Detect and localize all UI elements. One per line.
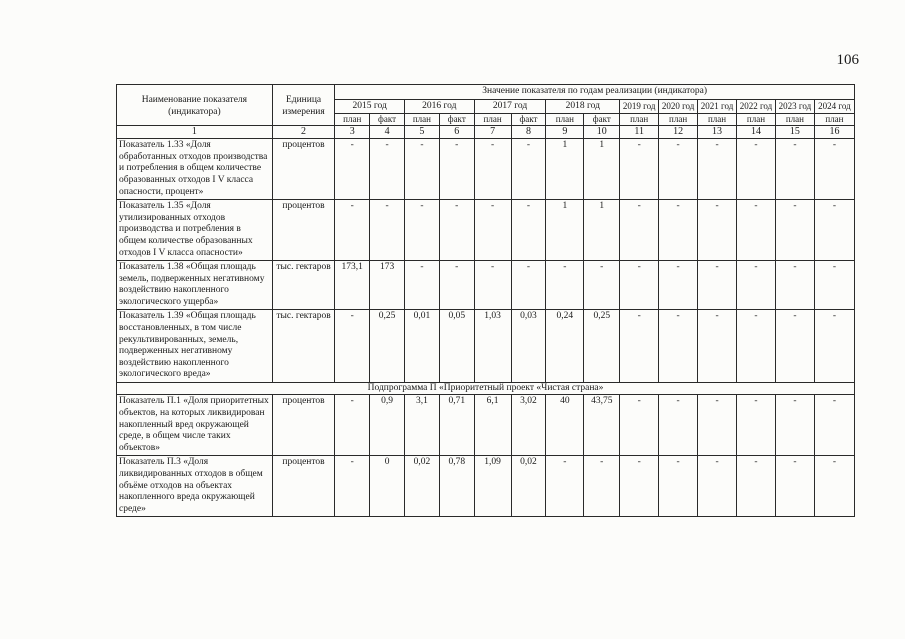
column-number: 1 [117,126,273,139]
header-plan: план [620,114,659,126]
indicators-table [116,84,855,517]
value-cell: - [814,310,854,382]
table-row [117,395,855,456]
value-cell: - [775,200,814,261]
indicator-name: Показатель П.1 «Доля приоритетных объектов, на которых ликвидирован накопленный вред окружающей среде, в общем числе таких объектов» [117,395,273,456]
value-cell: - [814,395,854,456]
value-cell: - [659,261,698,310]
indicator-name: Показатель 1.39 «Общая площадь восстановленных, в том числе рекультивированных, земель, подверженных негативному воздействию накопленного экологического вреда» [117,310,273,382]
value-cell: - [814,200,854,261]
value-cell: - [439,261,474,310]
value-cell: - [659,139,698,200]
value-cell: 0 [370,456,405,517]
value-cell: - [404,200,439,261]
column-number: 16 [814,126,854,139]
value-cell: - [474,139,511,200]
header-year-2022: 2022 год [737,99,776,114]
value-cell: - [775,310,814,382]
value-cell: 40 [546,395,584,456]
value-cell: - [775,261,814,310]
value-cell: - [775,456,814,517]
indicator-name: Показатель 1.35 «Доля утилизированных отходов производства и потребления в общем количестве образованных отходов I V класса опасности» [117,200,273,261]
column-number: 9 [546,126,584,139]
header-year-2015: 2015 год [335,99,405,114]
table-row [117,139,855,200]
value-cell: 0,02 [511,456,546,517]
value-cell: 6,1 [474,395,511,456]
indicator-unit: процентов [272,456,335,517]
value-cell: - [814,139,854,200]
value-cell: - [620,139,659,200]
header-unit: Единица измерения [272,85,335,126]
value-cell: - [737,456,776,517]
value-cell: 43,75 [584,395,620,456]
value-cell: - [659,310,698,382]
value-cell: 0,78 [439,456,474,517]
column-number: 8 [511,126,546,139]
header-plan: план [698,114,737,126]
value-cell: 173,1 [335,261,370,310]
subprogram-title: Подпрограмма П «Приоритетный проект «Чистая страна» [117,382,855,395]
header-year-2017: 2017 год [474,99,546,114]
header-year-2020: 2020 год [659,99,698,114]
indicator-unit: процентов [272,395,335,456]
value-cell: 1,09 [474,456,511,517]
value-cell: 0,71 [439,395,474,456]
column-number: 4 [370,126,405,139]
value-cell: - [737,139,776,200]
value-cell: - [698,139,737,200]
value-cell: - [814,456,854,517]
table-row [117,200,855,261]
value-cell: 0,01 [404,310,439,382]
column-number: 7 [474,126,511,139]
column-numbers-row [117,126,855,139]
value-cell: - [814,261,854,310]
value-cell: - [698,395,737,456]
header-year-2018: 2018 год [546,99,620,114]
table-header [117,85,855,139]
column-number: 10 [584,126,620,139]
value-cell: 1,03 [474,310,511,382]
header-values-group: Значение показателя по годам реализации (индикатора) [335,85,855,100]
value-cell: - [775,395,814,456]
value-cell: 0,05 [439,310,474,382]
column-number: 11 [620,126,659,139]
value-cell: 1 [584,200,620,261]
column-number: 2 [272,126,335,139]
header-year-2021: 2021 год [698,99,737,114]
value-cell: - [474,261,511,310]
value-cell: - [737,261,776,310]
column-number: 13 [698,126,737,139]
column-number: 5 [404,126,439,139]
value-cell: - [546,261,584,310]
value-cell: 3,1 [404,395,439,456]
value-cell: - [698,261,737,310]
value-cell: - [370,139,405,200]
subprogram-row [117,382,855,395]
value-cell: - [335,200,370,261]
value-cell: - [620,261,659,310]
value-cell: 1 [584,139,620,200]
value-cell: - [474,200,511,261]
value-cell: - [511,200,546,261]
value-cell: - [335,456,370,517]
value-cell: 0,9 [370,395,405,456]
value-cell: 0,25 [584,310,620,382]
value-cell: - [737,395,776,456]
header-year-2019: 2019 год [620,99,659,114]
value-cell: 3,02 [511,395,546,456]
table-body [117,139,855,517]
value-cell: - [698,456,737,517]
header-plan: план [404,114,439,126]
value-cell: 173 [370,261,405,310]
value-cell: 0,03 [511,310,546,382]
header-plan: план [737,114,776,126]
value-cell: - [737,310,776,382]
page-number: 106 [836,52,859,68]
indicator-name: Показатель П.3 «Доля ликвидированных отходов в общем объёме отходов на объектах накопленного вреда окружающей среде» [117,456,273,517]
column-number: 3 [335,126,370,139]
indicator-unit: процентов [272,139,335,200]
header-fact: факт [511,114,546,126]
value-cell: - [659,200,698,261]
value-cell: - [620,395,659,456]
value-cell: - [335,395,370,456]
value-cell: - [620,456,659,517]
value-cell: - [584,261,620,310]
table-row [117,261,855,310]
indicator-name: Показатель 1.38 «Общая площадь земель, подверженных негативному воздействию накопленного экологического ущерба» [117,261,273,310]
header-year-2016: 2016 год [404,99,474,114]
indicator-unit: тыс. гектаров [272,310,335,382]
header-plan: план [814,114,854,126]
column-number: 14 [737,126,776,139]
indicator-unit: тыс. гектаров [272,261,335,310]
header-fact: факт [439,114,474,126]
header-year-2024: 2024 год [814,99,854,114]
header-plan: план [546,114,584,126]
value-cell: - [659,456,698,517]
value-cell: - [335,139,370,200]
table-row [117,456,855,517]
value-cell: 0,25 [370,310,405,382]
value-cell: - [511,261,546,310]
indicator-name: Показатель 1.33 «Доля обработанных отходов производства и потребления в общем количестве образованных отходов I V класса опасности, процент» [117,139,273,200]
header-indicator-name: Наименование показателя (индикатора) [117,85,273,126]
table-row [117,310,855,382]
value-cell: - [659,395,698,456]
value-cell: 0,24 [546,310,584,382]
column-number: 15 [775,126,814,139]
value-cell: - [775,139,814,200]
header-plan: план [335,114,370,126]
value-cell: - [698,310,737,382]
value-cell: - [584,456,620,517]
header-fact: факт [584,114,620,126]
header-fact: факт [370,114,405,126]
header-year-2023: 2023 год [775,99,814,114]
value-cell: - [439,139,474,200]
header-plan: план [659,114,698,126]
column-number: 12 [659,126,698,139]
value-cell: - [546,456,584,517]
value-cell: 1 [546,139,584,200]
value-cell: 1 [546,200,584,261]
value-cell: - [370,200,405,261]
value-cell: - [439,200,474,261]
indicator-unit: процентов [272,200,335,261]
header-plan: план [775,114,814,126]
value-cell: - [698,200,737,261]
value-cell: - [404,139,439,200]
header-plan: план [474,114,511,126]
value-cell: - [620,310,659,382]
value-cell: - [511,139,546,200]
column-number: 6 [439,126,474,139]
value-cell: - [620,200,659,261]
value-cell: - [335,310,370,382]
value-cell: 0,02 [404,456,439,517]
value-cell: - [404,261,439,310]
value-cell: - [737,200,776,261]
